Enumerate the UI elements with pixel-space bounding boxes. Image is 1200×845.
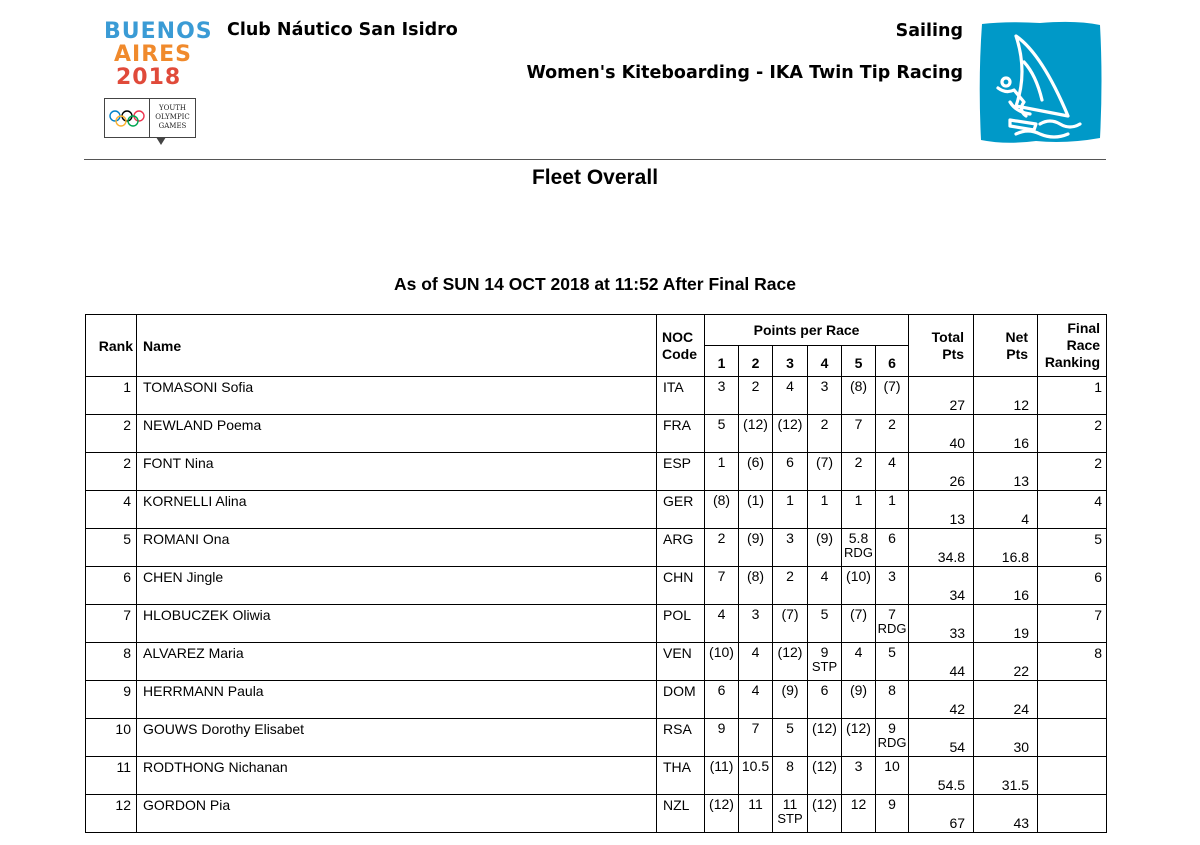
rank-cell: 11	[86, 757, 137, 795]
race-1-points-cell	[705, 415, 739, 453]
race-score: 11	[782, 796, 798, 812]
race-score: 6	[717, 682, 726, 698]
noc-header-line-1: NOC	[662, 328, 694, 345]
race-2-header: 2	[739, 346, 773, 377]
sailor-name-cell: HLOBUCZEK Oliwia	[137, 605, 657, 643]
sailor-name-cell: NEWLAND Poema	[137, 415, 657, 453]
race-score: 9	[888, 796, 896, 812]
final-header-line-3: Ranking	[1044, 354, 1101, 370]
results-table	[85, 314, 1107, 833]
noc-code-cell: ARG	[657, 529, 705, 567]
table-row	[86, 529, 1107, 567]
logo-word-buenos: BUENOS	[104, 19, 213, 44]
race-score: (12)	[846, 720, 871, 736]
race-score: 9	[888, 720, 896, 736]
race-3-points-cell	[773, 681, 808, 719]
race-5-points-cell	[842, 605, 876, 643]
race-2-points-cell	[739, 643, 773, 681]
rank-cell: 2	[86, 415, 137, 453]
race-6-points-cell	[876, 491, 909, 529]
table-row	[86, 415, 1107, 453]
points-per-race-header: Points per Race	[705, 315, 909, 346]
race-6-points-cell	[876, 643, 909, 681]
race-2-points-cell	[739, 415, 773, 453]
race-2-points-cell	[739, 795, 773, 833]
race-score: 4	[786, 378, 794, 394]
race-2-points-cell	[739, 529, 773, 567]
total-points-cell: 26	[909, 453, 974, 491]
venue-title: Club Náutico San Isidro	[227, 20, 458, 40]
table-row	[86, 757, 1107, 795]
final-race-ranking-cell: 4	[1038, 491, 1107, 529]
sailor-name-cell: TOMASONI Sofia	[137, 377, 657, 415]
race-5-points-cell	[842, 719, 876, 757]
race-score: 2	[820, 416, 829, 432]
rank-cell: 10	[86, 719, 137, 757]
net-points-cell: 30	[974, 719, 1038, 757]
final-race-ranking-cell: 6	[1038, 567, 1107, 605]
final-race-ranking-cell: 2	[1038, 453, 1107, 491]
race-4-points-cell	[808, 757, 842, 795]
race-1-points-cell	[705, 643, 739, 681]
race-5-header: 5	[842, 346, 876, 377]
race-1-points-cell	[705, 605, 739, 643]
race-score: (12)	[777, 416, 803, 432]
net-points-cell: 43	[974, 795, 1038, 833]
race-3-points-cell	[773, 491, 808, 529]
youth-olympic-games-tag	[150, 98, 196, 138]
race-2-points-cell	[739, 567, 773, 605]
yog-line-1: YOUTH	[158, 104, 187, 112]
race-score: 4	[717, 606, 726, 622]
net-points-cell: 22	[974, 643, 1038, 681]
race-6-points-cell	[876, 529, 909, 567]
event-title: Women's Kiteboarding - IKA Twin Tip Racing	[526, 63, 963, 83]
buenos-aires-2018-logo	[104, 19, 213, 148]
net-points-cell: 16.8	[974, 529, 1038, 567]
race-score: 11	[748, 796, 763, 812]
race-score: (7)	[781, 606, 799, 622]
race-score: 6	[888, 530, 896, 546]
total-points-cell: 34	[909, 567, 974, 605]
race-4-points-cell	[808, 529, 842, 567]
table-row	[86, 795, 1107, 833]
race-score: 1	[820, 492, 829, 508]
yog-line-2: OLYMPIC	[155, 113, 190, 121]
race-score: 7	[854, 416, 863, 432]
race-score: 6	[820, 682, 829, 698]
penalty-code: RDG	[877, 621, 907, 636]
race-score: 4	[888, 454, 896, 470]
net-points-cell: 12	[974, 377, 1038, 415]
penalty-code: RDG	[877, 735, 907, 750]
race-score: 8	[888, 682, 896, 698]
race-score: (9)	[815, 530, 834, 546]
rank-cell: 7	[86, 605, 137, 643]
race-score: 3	[854, 758, 863, 774]
noc-header-line-2: Code	[662, 345, 697, 362]
race-score: (12)	[709, 796, 734, 812]
noc-header	[657, 315, 705, 377]
race-score: (10)	[709, 644, 734, 660]
race-score: 2	[786, 568, 794, 584]
yog-line-3: GAMES	[158, 122, 187, 130]
table-row	[86, 681, 1107, 719]
table-row	[86, 491, 1107, 529]
race-score: (12)	[812, 758, 837, 774]
race-score: (8)	[849, 378, 868, 394]
race-3-points-cell	[773, 377, 808, 415]
race-5-points-cell	[842, 681, 876, 719]
race-3-points-cell	[773, 719, 808, 757]
race-3-points-cell	[773, 567, 808, 605]
race-score: 2	[751, 378, 760, 394]
race-score: 9	[717, 720, 726, 736]
rank-cell: 6	[86, 567, 137, 605]
race-score: 2	[717, 530, 726, 546]
race-2-points-cell	[739, 719, 773, 757]
race-6-points-cell	[876, 681, 909, 719]
sailor-name-cell: RODTHONG Nichanan	[137, 757, 657, 795]
race-4-points-cell	[808, 605, 842, 643]
total-points-cell: 40	[909, 415, 974, 453]
race-3-points-cell	[773, 757, 808, 795]
table-row	[86, 643, 1107, 681]
race-score: 7	[717, 568, 726, 584]
logo-word-year: 2018	[116, 65, 182, 90]
net-header-line-2: Pts	[1006, 345, 1029, 362]
rank-header: Rank	[86, 315, 137, 377]
table-row	[86, 605, 1107, 643]
rank-cell: 1	[86, 377, 137, 415]
race-score: 8	[786, 758, 794, 774]
net-points-cell: 13	[974, 453, 1038, 491]
race-score: (12)	[743, 416, 768, 432]
race-4-points-cell	[808, 377, 842, 415]
race-2-points-cell	[739, 681, 773, 719]
net-points-cell: 19	[974, 605, 1038, 643]
race-1-points-cell	[705, 567, 739, 605]
race-score: (8)	[712, 492, 731, 508]
race-score: 2	[888, 416, 896, 432]
race-score: 3	[751, 606, 760, 622]
race-4-points-cell	[808, 681, 842, 719]
net-points-cell: 31.5	[974, 757, 1038, 795]
final-race-ranking-cell: 2	[1038, 415, 1107, 453]
noc-code-cell: THA	[657, 757, 705, 795]
race-3-points-cell	[773, 643, 808, 681]
race-1-points-cell	[705, 757, 739, 795]
net-points-cell: 4	[974, 491, 1038, 529]
noc-code-cell: RSA	[657, 719, 705, 757]
race-score: (1)	[746, 492, 765, 508]
race-3-points-cell	[773, 453, 808, 491]
race-score: 1	[786, 492, 794, 508]
sport-title: Sailing	[895, 21, 963, 41]
race-score: (7)	[815, 454, 834, 470]
race-score: (9)	[849, 682, 868, 698]
race-4-points-cell	[808, 795, 842, 833]
rank-cell: 9	[86, 681, 137, 719]
noc-code-cell: GER	[657, 491, 705, 529]
final-race-ranking-cell: 8	[1038, 643, 1107, 681]
race-score: 5.8	[848, 530, 869, 546]
race-score: 5	[820, 606, 829, 622]
net-header-line-1: Net	[1005, 328, 1029, 345]
race-score: 12	[850, 796, 867, 812]
total-points-cell: 42	[909, 681, 974, 719]
race-3-points-cell	[773, 529, 808, 567]
race-score: 3	[717, 378, 726, 394]
race-score: (12)	[777, 644, 803, 660]
race-4-header: 4	[808, 346, 842, 377]
rank-cell: 2	[86, 453, 137, 491]
final-race-ranking-cell	[1038, 795, 1107, 833]
race-score: 1	[888, 492, 896, 508]
sailor-name-cell: GOUWS Dorothy Elisabet	[137, 719, 657, 757]
race-6-points-cell	[876, 795, 909, 833]
race-score: 7	[888, 606, 896, 622]
noc-code-cell: CHN	[657, 567, 705, 605]
final-race-ranking-cell	[1038, 681, 1107, 719]
final-race-ranking-cell: 5	[1038, 529, 1107, 567]
race-score: (7)	[849, 606, 868, 622]
net-points-header	[974, 315, 1038, 377]
race-4-points-cell	[808, 491, 842, 529]
race-score: 1	[854, 492, 863, 508]
sailor-name-cell: ALVAREZ Maria	[137, 643, 657, 681]
race-score: 10.5	[741, 758, 770, 774]
rank-cell: 8	[86, 643, 137, 681]
final-header-line-1: Final	[1067, 320, 1101, 336]
total-points-cell: 27	[909, 377, 974, 415]
race-score: (7)	[883, 378, 901, 394]
race-score: (11)	[709, 758, 734, 774]
logo-word-aires: AIRES	[114, 42, 193, 67]
race-4-points-cell	[808, 453, 842, 491]
table-row	[86, 453, 1107, 491]
net-points-cell: 24	[974, 681, 1038, 719]
race-5-points-cell	[842, 643, 876, 681]
race-3-points-cell	[773, 415, 808, 453]
race-score: 5	[717, 416, 726, 432]
race-6-points-cell	[876, 453, 909, 491]
race-5-points-cell	[842, 567, 876, 605]
penalty-code: RDG	[844, 545, 873, 560]
total-header-line-2: Pts	[942, 345, 965, 362]
race-5-points-cell	[842, 415, 876, 453]
net-points-cell: 16	[974, 415, 1038, 453]
race-score: (10)	[846, 568, 871, 584]
rank-cell: 4	[86, 491, 137, 529]
noc-code-cell: POL	[657, 605, 705, 643]
race-1-points-cell	[705, 377, 739, 415]
race-6-points-cell	[876, 757, 909, 795]
race-score: 3	[888, 568, 896, 584]
race-score: (8)	[746, 568, 765, 584]
race-score: 4	[820, 568, 829, 584]
rank-cell: 12	[86, 795, 137, 833]
name-header: Name	[137, 315, 657, 377]
kiteboarding-pictogram-icon	[976, 20, 1104, 146]
noc-code-cell: VEN	[657, 643, 705, 681]
total-points-cell: 67	[909, 795, 974, 833]
total-points-cell: 34.8	[909, 529, 974, 567]
report-title: Fleet Overall	[531, 166, 659, 189]
race-6-points-cell	[876, 719, 909, 757]
total-points-cell: 44	[909, 643, 974, 681]
final-race-ranking-header	[1038, 315, 1107, 377]
race-score: 1	[717, 454, 726, 470]
race-score: (6)	[746, 454, 765, 470]
table-row	[86, 567, 1107, 605]
race-6-points-cell	[876, 567, 909, 605]
race-4-points-cell	[808, 643, 842, 681]
race-score: (9)	[781, 682, 799, 698]
total-points-header	[909, 315, 974, 377]
race-score: 10	[884, 758, 900, 774]
total-points-cell: 54	[909, 719, 974, 757]
race-2-points-cell	[739, 377, 773, 415]
race-1-points-cell	[705, 529, 739, 567]
race-3-points-cell	[773, 605, 808, 643]
race-score: (12)	[812, 796, 837, 812]
race-score: 5	[786, 720, 794, 736]
race-score: 7	[751, 720, 760, 736]
race-score: 3	[786, 530, 794, 546]
header-row-top	[86, 315, 1107, 346]
race-4-points-cell	[808, 415, 842, 453]
total-header-line-1: Total	[931, 328, 965, 345]
race-score: 2	[854, 454, 863, 470]
race-2-points-cell	[739, 453, 773, 491]
race-1-points-cell	[705, 453, 739, 491]
total-points-cell: 33	[909, 605, 974, 643]
noc-code-cell: ITA	[657, 377, 705, 415]
race-5-points-cell	[842, 491, 876, 529]
net-points-cell: 16	[974, 567, 1038, 605]
race-4-points-cell	[808, 719, 842, 757]
final-race-ranking-cell: 7	[1038, 605, 1107, 643]
sailor-name-cell: ROMANI Ona	[137, 529, 657, 567]
race-6-points-cell	[876, 605, 909, 643]
penalty-code: STP	[811, 659, 838, 674]
race-3-points-cell	[773, 795, 808, 833]
sailor-name-cell: FONT Nina	[137, 453, 657, 491]
race-score: 4	[751, 682, 760, 698]
total-points-cell: 13	[909, 491, 974, 529]
race-5-points-cell	[842, 795, 876, 833]
race-score: (9)	[746, 530, 765, 546]
race-2-points-cell	[739, 757, 773, 795]
sailor-name-cell: GORDON Pia	[137, 795, 657, 833]
race-5-points-cell	[842, 757, 876, 795]
race-score: 4	[751, 644, 760, 660]
race-score: 3	[820, 378, 829, 394]
total-points-cell: 54.5	[909, 757, 974, 795]
noc-code-cell: DOM	[657, 681, 705, 719]
header-divider	[84, 159, 1106, 160]
noc-code-cell: ESP	[657, 453, 705, 491]
final-race-ranking-cell: 1	[1038, 377, 1107, 415]
race-6-points-cell	[876, 377, 909, 415]
final-header-line-2: Race	[1066, 337, 1101, 353]
noc-code-cell: NZL	[657, 795, 705, 833]
race-3-header: 3	[773, 346, 808, 377]
final-race-ranking-cell	[1038, 757, 1107, 795]
race-2-points-cell	[739, 491, 773, 529]
race-score: (12)	[812, 720, 837, 736]
sailor-name-cell: CHEN Jingle	[137, 567, 657, 605]
race-5-points-cell	[842, 453, 876, 491]
final-race-ranking-cell	[1038, 719, 1107, 757]
race-score: 6	[786, 454, 794, 470]
race-2-points-cell	[739, 605, 773, 643]
race-1-points-cell	[705, 491, 739, 529]
sailor-name-cell: KORNELLI Alina	[137, 491, 657, 529]
rank-cell: 5	[86, 529, 137, 567]
race-5-points-cell	[842, 377, 876, 415]
race-6-points-cell	[876, 415, 909, 453]
race-1-points-cell	[705, 795, 739, 833]
table-row	[86, 377, 1107, 415]
race-5-points-cell	[842, 529, 876, 567]
noc-code-cell: FRA	[657, 415, 705, 453]
race-score: 5	[888, 644, 896, 660]
race-6-header: 6	[876, 346, 909, 377]
penalty-code: STP	[777, 811, 803, 826]
race-score: 9	[820, 644, 829, 660]
as-of-timestamp: As of SUN 14 OCT 2018 at 11:52 After Final Race	[393, 274, 796, 294]
race-score: 4	[854, 644, 863, 660]
table-row	[86, 719, 1107, 757]
race-1-header: 1	[705, 346, 739, 377]
race-1-points-cell	[705, 719, 739, 757]
race-1-points-cell	[705, 681, 739, 719]
sailor-name-cell: HERRMANN Paula	[137, 681, 657, 719]
race-4-points-cell	[808, 567, 842, 605]
speech-tail-icon	[156, 137, 166, 145]
olympic-rings-icon	[104, 98, 150, 138]
